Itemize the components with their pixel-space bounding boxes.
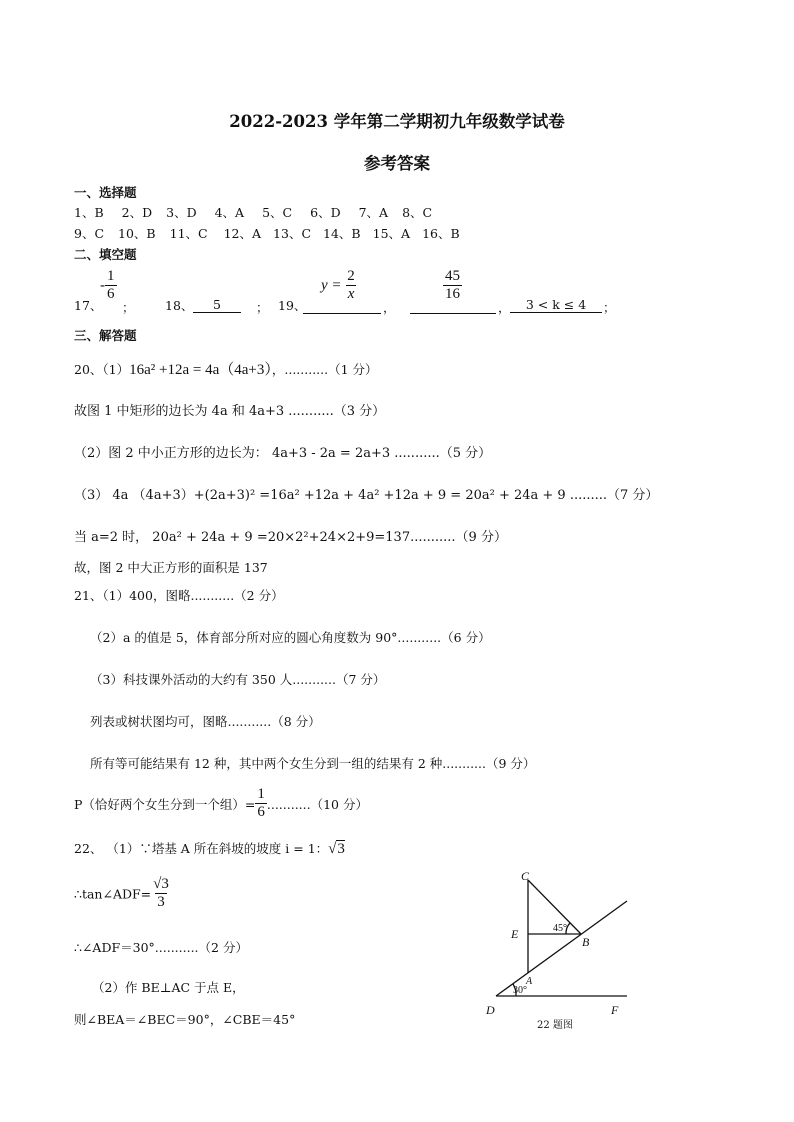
numerator: 1 — [257, 786, 265, 802]
fraction — [151, 876, 171, 912]
section-heading-fill: 二、填空题 — [74, 247, 137, 262]
denominator: 6 — [107, 286, 115, 303]
section-heading-choice: 一、选择题 — [74, 185, 137, 200]
answer-item: 10、B — [118, 226, 156, 241]
document-subtitle: 参考答案 — [364, 154, 430, 173]
q22-line2 — [74, 876, 171, 912]
separator: ， — [498, 300, 511, 315]
q21-line5: 所有等可能结果有 12 种，其中两个女生分到一组的结果有 2 种...........（9 分） — [90, 756, 536, 771]
fraction — [105, 268, 117, 304]
separator: ； — [603, 300, 616, 315]
q20-score: ，...........（1 分） — [271, 362, 378, 377]
answer-item: 9、C — [74, 226, 105, 241]
q22-line1 — [74, 838, 345, 858]
q20-line5: 当 a=2 时， 20a² + 24a + 9 =20×2²+24×2+9=137...........（9 分） — [74, 530, 507, 545]
q18-answer: 5 — [193, 297, 241, 313]
angle-45-label: 45° — [553, 923, 567, 934]
denominator: 3 — [157, 894, 165, 911]
choice-answers-row2 — [74, 224, 460, 242]
answer-item: 15、A — [372, 226, 411, 241]
q21-line4: 列表或树状图均可，图略...........（8 分） — [90, 714, 321, 729]
q20-line4: （3） 4a （4a+3）+(2a+3)² =16a² +12a + 4a² +12a + 9 = 20a² + 24a + 9 .........（7 分） — [74, 488, 659, 503]
numerator: 2 — [347, 268, 355, 284]
section-heading-solve: 三、解答题 — [74, 328, 137, 343]
answer-item: 13、C — [273, 226, 312, 241]
q22-text: 22、 （1）∵塔基 A 所在斜坡的坡度 i = 1： — [74, 841, 329, 856]
choice-answers-row1 — [74, 203, 432, 221]
label-e: E — [511, 927, 519, 941]
q22-tan-label: ∴tan∠ADF= — [74, 886, 152, 902]
denominator: 6 — [257, 804, 265, 821]
q22-line4: （2）作 BE⊥AC 于点 E， — [92, 980, 245, 995]
sqrt-value: 3 — [337, 841, 345, 857]
label-c: C — [521, 869, 530, 883]
minus-sign: - — [100, 277, 105, 294]
fraction — [255, 786, 267, 822]
q17-label: 17、 — [74, 298, 103, 313]
q20-underline — [410, 313, 496, 314]
answer-item: 12、A — [223, 226, 262, 241]
q21-score: ...........（10 分） — [266, 796, 368, 812]
answer-item: 3、D — [166, 205, 197, 220]
angle-30-label: 30° — [513, 985, 527, 996]
equation-lhs: y = — [321, 277, 342, 294]
answer-item: 11、C — [169, 226, 208, 241]
q21-answer: 3 < k ≤ 4 — [510, 297, 602, 313]
probability-label: P（恰好两个女生分到一个组）= — [74, 796, 256, 812]
q20-label: 20、（1） — [74, 362, 130, 377]
q21-line6 — [74, 786, 368, 822]
denominator: x — [347, 286, 355, 303]
q21-line3: （3）科技课外活动的大约有 350 人...........（7 分） — [90, 672, 386, 687]
q20-line3: （2）图 2 中小正方形的边长为： 4a+3 - 2a = 2a+3 ...........（5 分） — [74, 446, 492, 461]
label-b: B — [582, 935, 590, 949]
q17-answer — [100, 268, 117, 304]
label-a: A — [526, 976, 533, 987]
q18-label: 18、 — [165, 298, 194, 313]
answer-item: 4、A — [214, 205, 245, 220]
label-f: F — [611, 1003, 619, 1017]
figure-caption: 22 题图 — [537, 1020, 573, 1031]
slope-line — [496, 901, 627, 996]
denominator: 16 — [445, 286, 460, 303]
q20-equation: 16a² +12a = 4a（4a+3） — [129, 362, 272, 378]
fraction — [345, 268, 357, 304]
label-d: D — [486, 1003, 495, 1017]
separator: ； — [122, 300, 135, 315]
numerator: 45 — [445, 268, 460, 284]
document-title: 2022-2023 学年第二学期初九年级数学试卷 — [229, 112, 565, 131]
figure-22-diagram — [470, 860, 640, 1040]
answer-item: 2、D — [121, 205, 153, 220]
q19-underline — [303, 313, 381, 314]
answer-item: 16、B — [422, 226, 460, 241]
separator: ； — [256, 300, 269, 315]
answer-item: 5、C — [262, 205, 293, 220]
sqrt-expression: √3 — [328, 841, 345, 857]
answer-item: 1、B — [74, 205, 104, 220]
fraction — [443, 268, 462, 304]
q20-line6: 故，图 2 中大正方形的面积是 137 — [74, 560, 268, 575]
answer-item: 14、B — [323, 226, 361, 241]
q20-answer — [443, 268, 462, 304]
q19-answer — [321, 268, 357, 304]
q20-line2: 故图 1 中矩形的边长为 4a 和 4a+3 ...........（3 分） — [74, 404, 386, 419]
separator: ， — [383, 300, 396, 315]
answer-item: 6、D — [310, 205, 341, 220]
answer-item: 8、C — [402, 205, 433, 220]
q21-line2: （2）a 的值是 5，体育部分所对应的圆心角度数为 90°...........（6 分） — [90, 630, 491, 645]
numerator: 1 — [107, 268, 115, 284]
q22-line3: ∴∠ADF＝30°...........（2 分） — [74, 940, 248, 955]
q21-line1: 21、（1）400，图略...........（2 分） — [74, 588, 284, 603]
q20-line1 — [74, 358, 378, 379]
answer-item: 7、A — [358, 205, 389, 220]
numerator: √3 — [153, 876, 169, 892]
q22-line5: 则∠BEA＝∠BEC＝90°，∠CBE＝45° — [74, 1012, 296, 1027]
q19-label: 19、 — [278, 298, 307, 313]
